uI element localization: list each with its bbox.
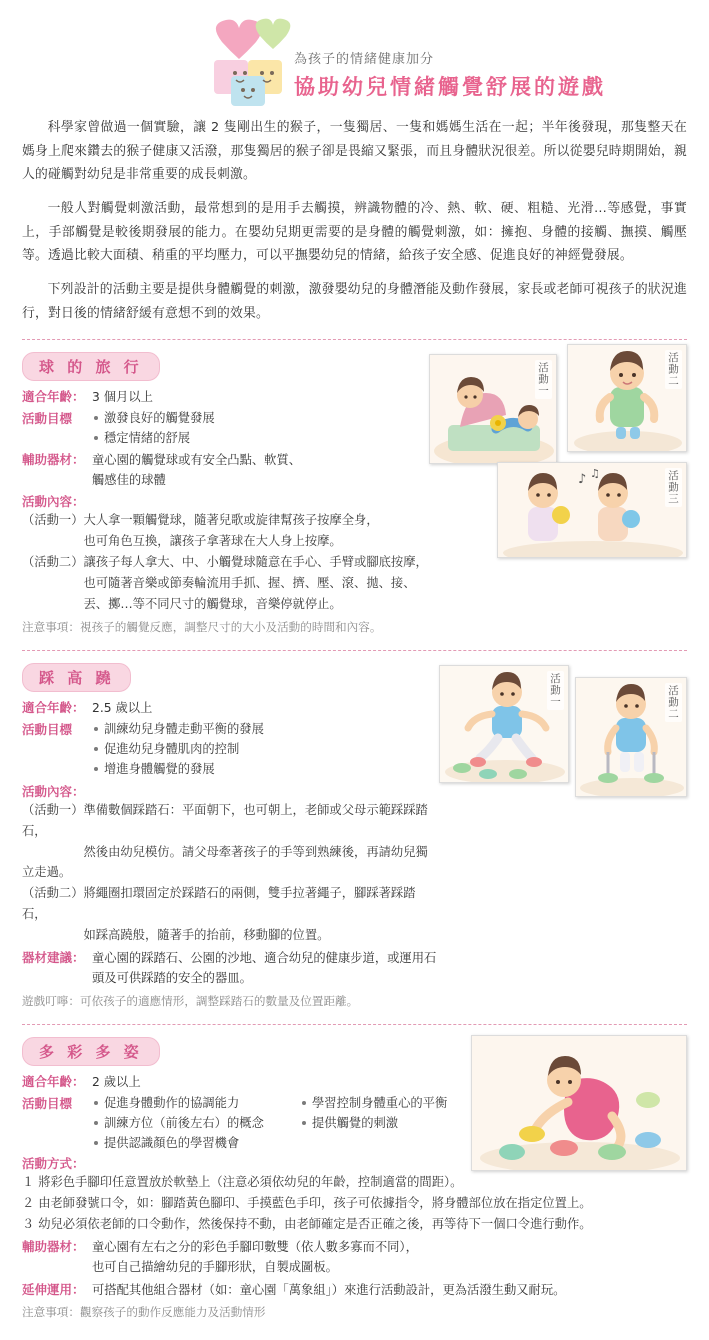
intro-paragraph-3: 下列設計的活動主要是提供身體觸覺的刺激，激發嬰幼兒的身體潛能及動作發展，家長或老師可視孩子的狀況進行，對日後的情緒舒緩有意想不到的效果。 xyxy=(22,282,687,321)
activity-colorful xyxy=(22,1037,687,1322)
activity-2-note: 遊戲叮嚀：可依孩子的適應情形，調整踩踏石的數量及位置距離。 xyxy=(22,993,359,1008)
activity-3-age-label: 適合年齡： xyxy=(22,1074,85,1090)
illustration-tag-1a: 活動一 xyxy=(535,360,552,399)
activity-3-note: 注意事項：觀察孩子的動作反應能力及活動情形 xyxy=(22,1305,266,1320)
activity-3-age-value: 2 歲以上 xyxy=(92,1075,141,1090)
section-divider-2 xyxy=(22,650,687,651)
section-divider-1 xyxy=(22,339,687,340)
activity-stilts xyxy=(22,663,687,1010)
activity-1-goal-list xyxy=(92,409,437,449)
activity-3-age-row xyxy=(22,1072,502,1093)
activity-1-equip-line-1: 童心園的觸覺球或有安全凸點、軟質、 xyxy=(92,452,302,467)
section-divider-3 xyxy=(22,1024,687,1025)
activity-3-method-line-1: １ 將彩色手腳印任意置放於軟墊上（注意必須依幼兒的年齡，控制適當的間距）。 xyxy=(22,1175,463,1190)
activity-3-equip-line-2: 也可自己描繪幼兒的手腳形狀，自製成圖板。 xyxy=(92,1260,338,1275)
activity-1-equip-label: 輔助器材： xyxy=(22,451,85,467)
activity-2-suggest-label: 器材建議： xyxy=(22,949,85,965)
activity-3-goal-list-1 xyxy=(92,1094,294,1154)
activity-2-age-row xyxy=(22,698,437,719)
illustration-card-1a xyxy=(429,354,557,464)
list-item: 穩定情緒的舒展 xyxy=(92,429,437,449)
header-subtitle: 為孩子的情緒健康加分 xyxy=(294,52,435,67)
activity-ball-journey xyxy=(22,352,687,636)
activity-3-goal-columns xyxy=(92,1094,502,1154)
activity-1-note: 注意事項：視孩子的觸覺反應，調整尺寸的大小及活動的時間和內容。 xyxy=(22,619,382,634)
illustration-card-2b xyxy=(575,677,687,797)
illustration-card-1b xyxy=(567,344,687,452)
activity-1-body xyxy=(22,387,437,636)
illustration-tag-1b: 活動二 xyxy=(665,350,682,389)
activity-1-content-line-3: （活動二）讓孩子每人拿大、中、小觸覺球隨意在手心、手臂或腳底按摩， xyxy=(22,555,428,570)
activity-2-content-label: 活動內容： xyxy=(22,783,85,799)
activity-3-method-line-3: ３ 幼兒必須依老師的口令動作，然後保持不動，由老師確定是否正確之後，再等待下一個口令進行動作。 xyxy=(22,1217,592,1232)
intro-paragraph-1: 科學家曾做過一個實驗，讓 2 隻剛出生的猴子，一隻獨居、一隻和媽媽生活在一起；半年後發現，那隻整天在媽身上爬來鑽去的猴子健康又活潑，那隻獨居的猴子卻是畏縮又緊張，而且身體狀況很差。所以從嬰兒時期開始，親人的碰觸對幼兒是非常重要的成長刺激。 xyxy=(22,120,687,183)
header-title-wrap xyxy=(294,48,606,101)
activity-3-method-block xyxy=(22,1154,682,1321)
activity-3-equip-row xyxy=(22,1237,682,1278)
list-item: 訓練方位（前後左右）的概念 xyxy=(92,1114,294,1134)
activity-3-goal-row xyxy=(22,1094,502,1154)
activity-3-goal-label: 活動目標 xyxy=(22,1095,73,1111)
activity-2-suggest-value: 童心園的踩踏石、公園的沙地、適合幼兒的健康步道，或運用石頭及可供踩踏的安全的器皿。 xyxy=(92,950,437,986)
activity-2-goal-row xyxy=(22,720,437,780)
activity-3-method-line-2: ２ 由老師發號口令，如：腳踏黃色腳印、手摸藍色手印，孩子可依據指令，將身體部位放在指定位置上。 xyxy=(22,1196,592,1211)
intro-section xyxy=(22,116,687,325)
list-item: 提供認識顏色的學習機會 xyxy=(92,1134,294,1154)
illustration-tag-2b: 活動二 xyxy=(665,683,682,722)
activity-1-age-row xyxy=(22,387,437,408)
svg-text:♫: ♫ xyxy=(590,467,600,481)
activity-2-content-line-3: （活動二）將繩圈扣環固定於踩踏石的兩側，雙手拉著繩子，腳踩著踩踏石， xyxy=(22,886,416,922)
activity-1-content-line-4: 也可隨著音樂或節奏輪流用手抓、握、擠、壓、滾、拋、接、 xyxy=(22,576,416,591)
activity-2-title: 踩 高 蹺 xyxy=(22,663,131,692)
list-item: 訓練幼兒身體走動平衡的發展 xyxy=(92,720,437,740)
page-header xyxy=(22,14,687,110)
activity-1-equip-value xyxy=(92,450,437,491)
page-title: 協助幼兒情緒觸覺舒展的遊戲 xyxy=(294,75,606,99)
illustration-card-1c xyxy=(497,462,687,558)
activity-3-equip-label: 輔助器材： xyxy=(22,1239,85,1255)
list-item: 學習控制身體重心的平衡 xyxy=(300,1094,502,1114)
list-item: 促進幼兒身體肌肉的控制 xyxy=(92,740,437,760)
activity-1-content-line-2: 也可角色互換，讓孩子拿著球在大人身上按摩。 xyxy=(22,534,342,549)
activity-1-content-line-1: （活動一）大人拿一顆觸覺球，隨著兒歌或旋律幫孩子按摩全身， xyxy=(22,513,379,528)
list-item: 激發良好的觸覺發展 xyxy=(92,409,437,429)
activity-3-extend-label: 延伸運用： xyxy=(22,1281,85,1297)
activity-3-body xyxy=(22,1072,502,1153)
activity-1-age-label: 適合年齡： xyxy=(22,389,85,405)
activity-1-goal-label: 活動目標 xyxy=(22,411,73,426)
svg-text:♪: ♪ xyxy=(578,472,587,488)
activity-2-age-value: 2.5 歲以上 xyxy=(92,701,153,716)
illustration-tag-1c: 活動三 xyxy=(665,468,682,507)
intro-paragraph-2: 一般人對觸覺刺激活動，最常想到的是用手去觸摸，辨識物體的冷、熱、軟、硬、粗糙、光滑…等感覺，事實上，手部觸覺是較後期發展的能力。在嬰幼兒期更需要的是身體的觸覺刺激，如：擁抱、身體的接觸、撫摸、觸壓等。透過比較大面積、稍重的平均壓力，可以平撫嬰幼兒的情緒，給孩子安全感、促進良好的神經覺發展。 xyxy=(22,201,687,264)
activity-3-equip-line-1: 童心園有左右之分的彩色手腳印數雙（依人數多寡而不同）， xyxy=(92,1240,418,1255)
activity-2-suggest-row xyxy=(22,948,437,989)
activity-1-content-line-5: 丟、擲…等不同尺寸的觸覺球，音樂停就停止。 xyxy=(22,596,342,611)
activity-2-content-line-2: 然後由幼兒模仿。請父母牽著孩子的手等到熟練後，再請幼兒獨立走過。 xyxy=(22,844,428,880)
activity-1-age-value: 3 個月以上 xyxy=(92,390,153,405)
activity-1-content-label: 活動內容： xyxy=(22,494,85,510)
activity-3-method-label: 活動方式： xyxy=(22,1156,85,1172)
illustration-card-3a xyxy=(471,1035,687,1171)
activity-2-goal-label: 活動目標 xyxy=(22,722,73,737)
illustration-tag-2a: 活動一 xyxy=(547,671,564,710)
activity-1-goal-row xyxy=(22,409,437,449)
activity-2-body xyxy=(22,698,437,1010)
activity-1-equip-line-2: 觸感佳的球體 xyxy=(92,473,166,488)
illustration-card-2a xyxy=(439,665,569,783)
activity-1-content xyxy=(22,492,437,614)
activity-2-content xyxy=(22,782,437,946)
activity-3-extend-row xyxy=(22,1280,682,1301)
activity-1-title: 球 的 旅 行 xyxy=(22,352,160,381)
activity-2-goal-list xyxy=(92,720,437,780)
activity-3-extend-value: 可搭配其他組合器材（如：童心園「萬象組」）來進行活動設計，更為活潑生動又耐玩。 xyxy=(92,1282,566,1297)
activity-2-content-line-4: 如踩高蹺般，隨著手的抬前，移動腳的位置。 xyxy=(22,928,330,943)
activity-1-equip-row xyxy=(22,450,437,491)
activity-3-title: 多 彩 多 姿 xyxy=(22,1037,160,1066)
list-item: 增進身體觸覺的發展 xyxy=(92,760,437,780)
list-item: 提供觸覺的刺激 xyxy=(300,1114,502,1134)
activity-2-age-label: 適合年齡： xyxy=(22,700,85,716)
activity-3-equip-value xyxy=(92,1237,682,1278)
list-item: 促進身體動作的協調能力 xyxy=(92,1094,294,1114)
activity-2-content-line-1: （活動一）準備數個踩踏石：平面朝下，也可朝上，老師或父母示範踩踩踏石， xyxy=(22,802,428,838)
footer-space xyxy=(22,1322,687,1330)
